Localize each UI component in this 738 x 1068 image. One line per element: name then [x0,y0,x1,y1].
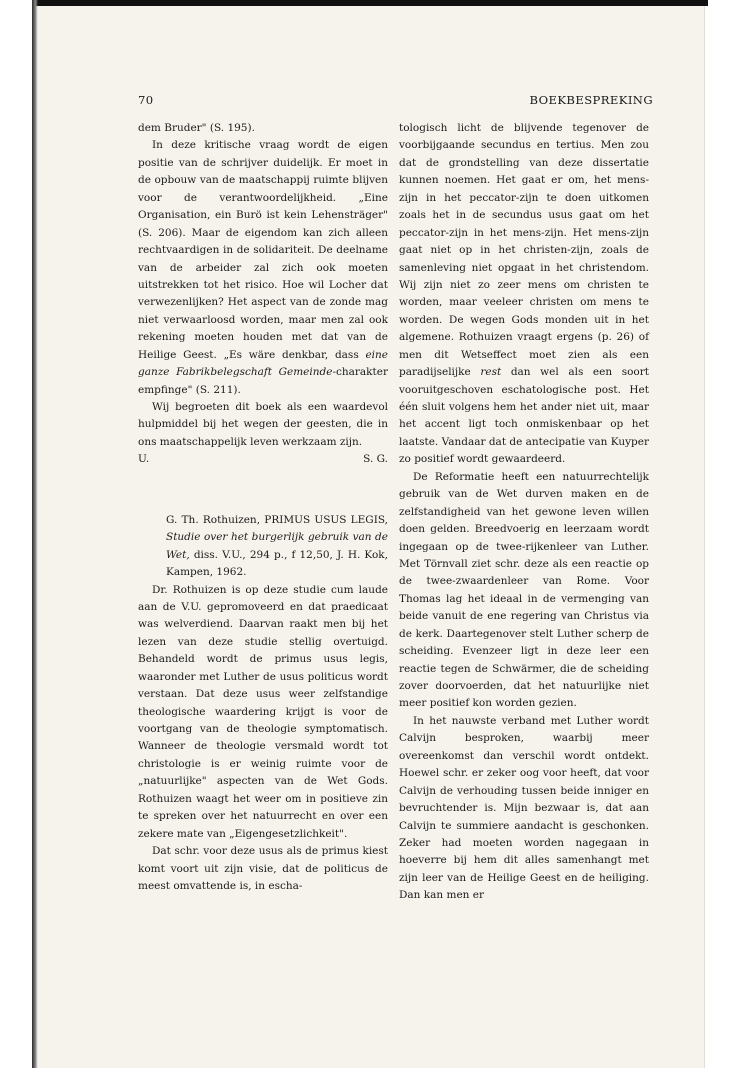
italic-quote: eine ganze Fabrikbelegschaft Gemeinde- [138,348,388,379]
paragraph [138,137,388,399]
paragraph: Dr. Rothuizen is op deze studie cum laude aan de V.U. gepromoveerd en dat praedicaat was welverdiend. Daarvan raakt men bij het lezen van deze studie stellig overtuigd. Behandeld wordt de primus usus legis, waaronder met Luther de usus politicus wordt verstaan. Dat deze usus weer zelfstandige theologische waardering krijgt is voor de voortgang van de theologie symptomatisch. Wanneer de theologie versmald wordt tot christologie is er weinig ruimte voor de „natuurlijke" aspecten van de Wet Gods. Rothuizen waagt het weer om in positieve zin te spreken over het natuurrecht en over een zekere mate van „Eigengesetzlichkeit". [138,583,388,840]
book-reference [138,512,388,582]
page-number: 70 [138,93,154,107]
running-title: BOEKBESPREKING [529,93,653,107]
left-column [138,120,388,895]
book-details: diss. V.U., 294 p., f 12,50, J. H. Kok, Kampen, 1962. [166,548,388,579]
paragraph [399,120,649,469]
paragraph-text: charakter empfinge" (S. 211). [138,366,388,396]
paragraph-text: In deze kritische vraag wordt de eigen positie van de schrijver duidelijk. Er moet in de opbouw van de maatschappij ruimte blijven voor de verantwoordelijkheid. „Eine Organisation, ein Burö ist kein Lehensträger" (S. 206). Maar de eigendom kan zich alleen rechtvaardigen in de solidariteit. De deelname van de arbeider zal zich ook moeten uitstrekken tot het risico. Hoe wil Locher dat verwezenlijken? Het aspect van de zonde mag niet verwaarloosd worden, maar men zal ook rekening moeten houden met dat van de Heilige Geest. „Es wäre denkbar, dass [138,139,388,361]
book-title: PRIMUS USUS LEGIS, [264,513,388,526]
italic-word: rest [480,366,502,379]
book-author: G. Th. Rothuizen, [166,513,261,526]
paragraph: In het nauwste verband met Luther wordt Calvijn besproken, waarbij meer overeenkomst dan verschil wordt ontdekt. Hoewel schr. er zeker oog voor heeft, dat voor Calvijn de verhouding tussen beide inniger en bevruchtender is. Mijn bezwaar is, dat aan Calvijn te summiere aandacht is geschonken. Zeker had moeten worden nagegaan in hoeverre bij hem dit alles samenhangt met zijn leer van de Heilige Geest en de heiliging. Dan kan men er [399,714,649,902]
paragraph: Wij begroeten dit boek als een waardevol hulpmiddel bij het wegen der geesten, die in ons maatschappelijk leven werkzaam zijn. [138,401,388,448]
paragraph-text: dan wel als een soort vooruitgeschoven eschatologische post. Het één sluit volgens hem het ander niet uit, maar het accent ligt toch onmiskenbaar op het laatste. Vandaar dat de antecipatie van Kuyper zo positief wordt gewaardeerd. [399,366,650,466]
signature-right: S. G. [363,453,388,466]
signature-left: U. [138,453,150,466]
paragraph: dem Bruder" (S. 195). [138,122,255,134]
book-subtitle: Studie over het burgerlijk gebruik van de Wet, [166,531,388,561]
right-column [399,120,649,905]
paragraph: De Reformatie heeft een natuurrechtelijk gebruik van de Wet durven maken en de zelfstandigheid van het gewone leven willen doen gelden. Breedvoerig en leerzaam wordt ingegaan op de twee-rijkenleer van Luther. Met Törnvall ziet schr. deze als een reactie op de twee-zwaardenleer van Rome. Voor Thomas lag het ideaal in de vermenging van beide vanuit de ene regering van Christus via de kerk. Daartegenover stelt Luther scherp de scheiding. Evenzeer ligt in deze leer een reactie tegen de Schwärmer, die de scheiding zover doorvoerden, dat het natuurlijke niet meer positief kon worden gezien. [399,470,649,710]
paragraph-text: tologisch licht de blijvende tegenover de voorbijgaande secundus en tertius. Men zou dat de grondstelling van deze dissertatie kunnen noemen. Het gaat er om, het mens-zijn in het peccator-zijn te doen uitkomen zoals het in de secundus usus gaat om het peccator-zijn in het mens-zijn. Het mens-zijn gaat niet op in het christen-zijn, zoals de samenleving niet opgaat in het christendom. Wij zijn niet zo zeer mens om christen te worden, maar veeleer christen om mens te worden. De wegen Gods monden uit in het algemene. Rothuizen vraagt ergens (p. 26) of men dit Wetseffect moet zien als een paradijselijke [399,122,649,379]
paragraph: Dat schr. voor deze usus als de primus kiest komt voort uit zijn visie, dat de politicus de meest omvattende is, in escha- [138,845,388,892]
signature-line [138,451,388,468]
